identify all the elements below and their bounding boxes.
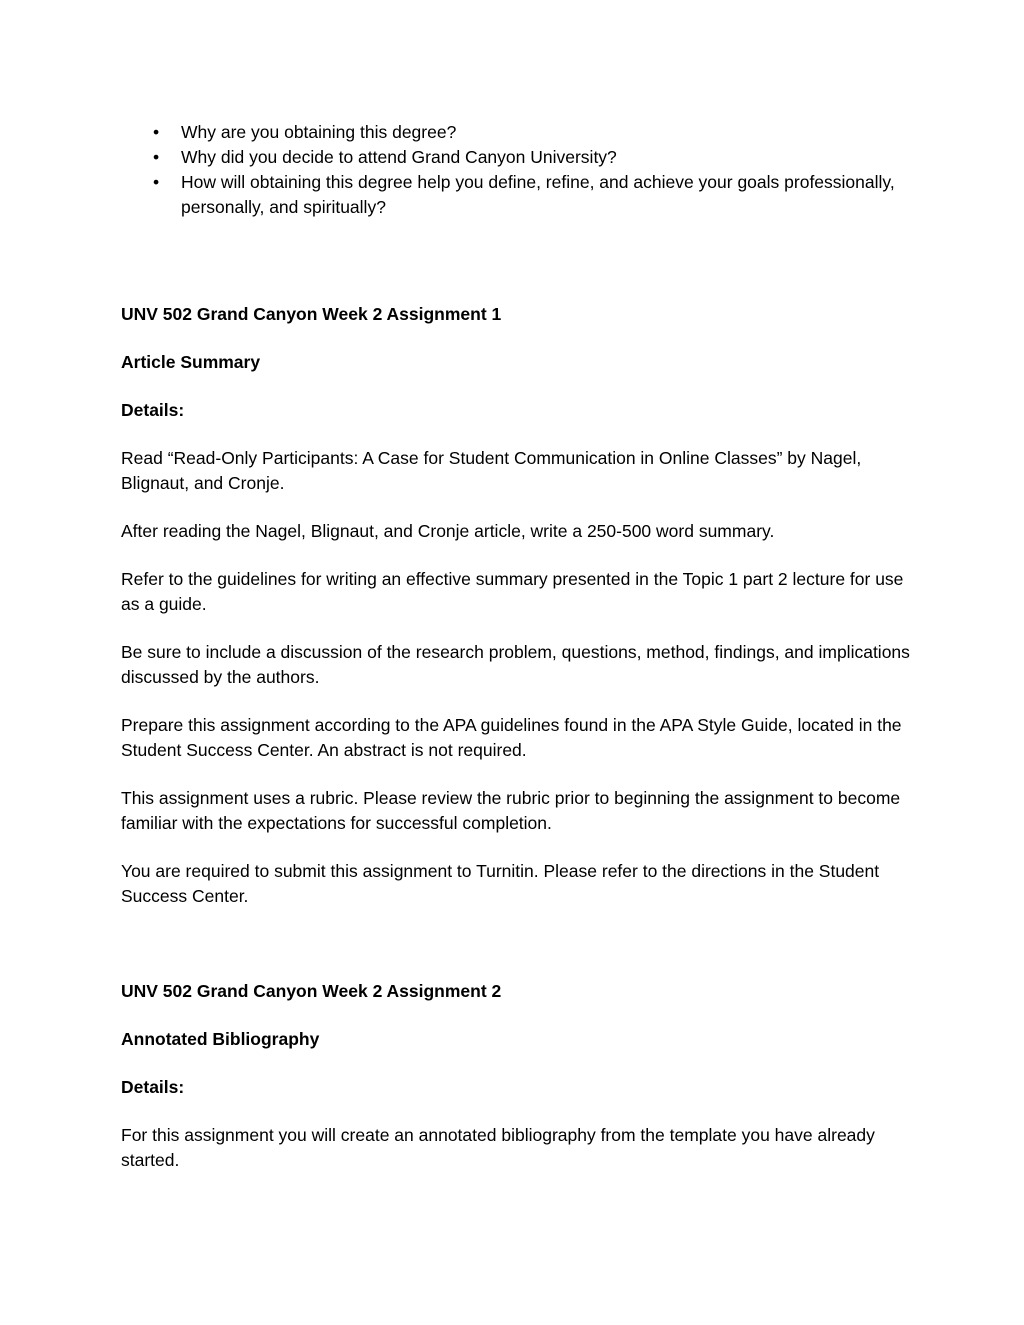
paragraph: This assignment uses a rubric. Please review the rubric prior to beginning the assignment to become familiar with the expectations for successful completion. [121,788,901,833]
paragraph: You are required to submit this assignment to Turnitin. Please refer to the directions in the Student Success Center. [121,861,880,906]
bullet-icon: • [153,147,160,167]
paragraph: Read “Read-Only Participants: A Case for Student Communication in Online Classes” by Nagel, Blignaut, and Cronje. [121,448,862,493]
assignment2-details-label: Details: [121,1077,185,1097]
assignment1-details-label: Details: [121,400,185,420]
paragraph: Be sure to include a discussion of the research problem, questions, method, findings, and implications discussed by the authors. [121,642,910,687]
bullet-icon: • [153,122,160,142]
assignment2-title: Annotated Bibliography [121,1029,320,1049]
paragraph: After reading the Nagel, Blignaut, and Cronje article, write a 250-500 word summary. [121,521,775,541]
paragraph: Refer to the guidelines for writing an effective summary presented in the Topic 1 part 2 lecture for use as a guide. [121,569,904,614]
list-item: • Why are you obtaining this degree? [121,120,911,145]
question-list [121,120,911,220]
list-item: • How will obtaining this degree help you define, refine, and achieve your goals professionally, personally, and spiritually? [153,172,895,217]
paragraph: Prepare this assignment according to the APA guidelines found in the APA Style Guide, located in the Student Success Center. An abstract is not required. [121,715,902,760]
assignment2-heading: UNV 502 Grand Canyon Week 2 Assignment 2 [121,981,502,1001]
assignment1-title: Article Summary [121,352,261,372]
paragraph: For this assignment you will create an annotated bibliography from the template you have already started. [121,1125,875,1170]
bullet-icon: • [153,172,160,192]
document-body [121,120,911,1173]
assignment1-heading: UNV 502 Grand Canyon Week 2 Assignment 1 [121,304,502,324]
list-item: • Why did you decide to attend Grand Canyon University? [121,145,911,170]
